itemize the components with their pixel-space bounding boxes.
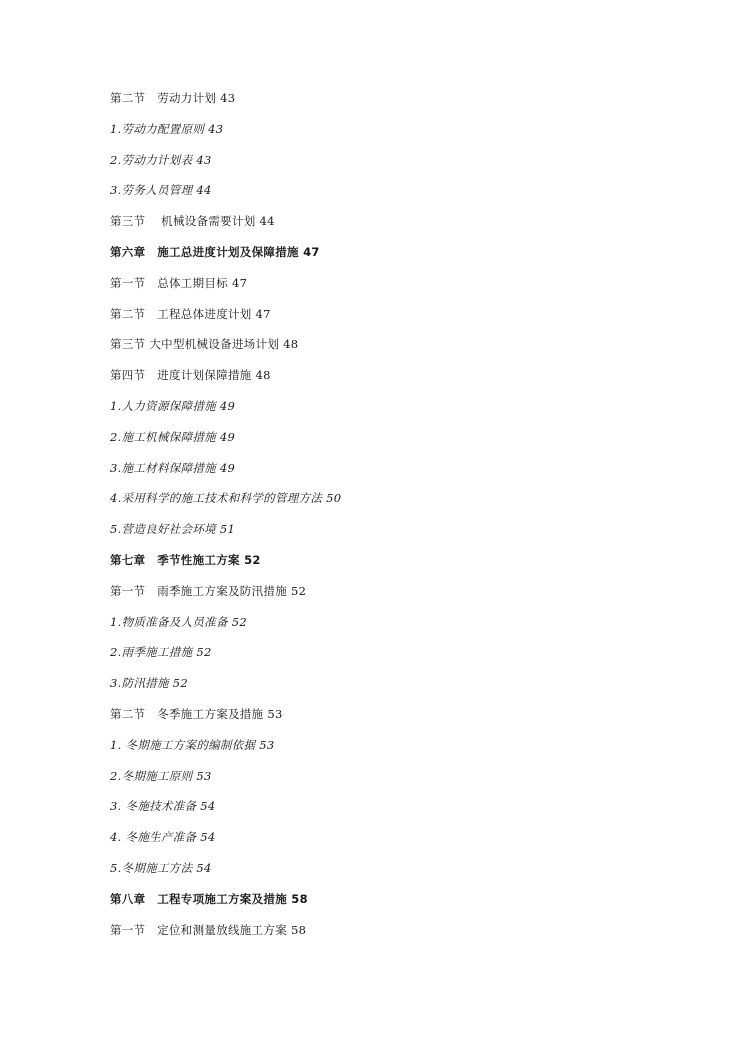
- toc-entry-sub[interactable]: 2.冬期施工原则 53: [110, 768, 212, 783]
- toc-entry-chapter[interactable]: 第七章 季节性施工方案 52: [110, 552, 261, 567]
- toc-entry-sub[interactable]: 2.施工机械保障措施 49: [110, 429, 236, 444]
- toc-entry-sub[interactable]: 1. 冬期施工方案的编制依据 53: [110, 737, 275, 752]
- toc-entry-sub[interactable]: 3.防汛措施 52: [110, 676, 188, 691]
- toc-entry-sub[interactable]: 1.物质准备及人员准备 52: [110, 614, 247, 629]
- toc-entry-section[interactable]: 第一节 雨季施工方案及防汛措施 52: [110, 583, 307, 598]
- toc-entry-sub[interactable]: 3.施工材料保障措施 49: [110, 460, 236, 475]
- toc-entry-sub[interactable]: 2.劳动力计划表 43: [110, 152, 212, 167]
- toc-entry-sub[interactable]: 2.雨季施工措施 52: [110, 645, 212, 660]
- toc-entry-section[interactable]: 第三节 大中型机械设备进场计划 48: [110, 337, 299, 352]
- toc-entry-section[interactable]: 第三节 机械设备需要计划 44: [110, 214, 275, 229]
- toc-entry-sub[interactable]: 5.冬期施工方法 54: [110, 860, 212, 875]
- table-of-contents: [110, 88, 710, 950]
- toc-entry-section[interactable]: 第二节 工程总体进度计划 47: [110, 306, 271, 321]
- toc-entry-section[interactable]: 第一节 定位和测量放线施工方案 58: [110, 922, 307, 937]
- toc-entry-section[interactable]: 第二节 冬季施工方案及措施 53: [110, 706, 283, 721]
- toc-entry-section[interactable]: 第一节 总体工期目标 47: [110, 275, 248, 290]
- toc-entry-chapter[interactable]: 第六章 施工总进度计划及保障措施 47: [110, 244, 320, 259]
- toc-entry-sub[interactable]: 3.劳务人员管理 44: [110, 183, 212, 198]
- toc-entry-sub[interactable]: 1.劳动力配置原则 43: [110, 121, 224, 136]
- toc-entry-chapter[interactable]: 第八章 工程专项施工方案及措施 58: [110, 891, 308, 906]
- toc-entry-section[interactable]: 第二节 劳动力计划 43: [110, 91, 236, 105]
- toc-entry-sub[interactable]: 4. 冬施生产准备 54: [110, 830, 216, 845]
- toc-entry-sub[interactable]: 4.采用科学的施工技术和科学的管理方法 50: [110, 491, 342, 506]
- toc-entry-sub[interactable]: 5.营造良好社会环境 51: [110, 522, 236, 537]
- toc-entry-section[interactable]: 第四节 进度计划保障措施 48: [110, 368, 271, 383]
- toc-entry-sub[interactable]: 3. 冬施技术准备 54: [110, 799, 216, 814]
- toc-entry-sub[interactable]: 1.人力资源保障措施 49: [110, 398, 236, 413]
